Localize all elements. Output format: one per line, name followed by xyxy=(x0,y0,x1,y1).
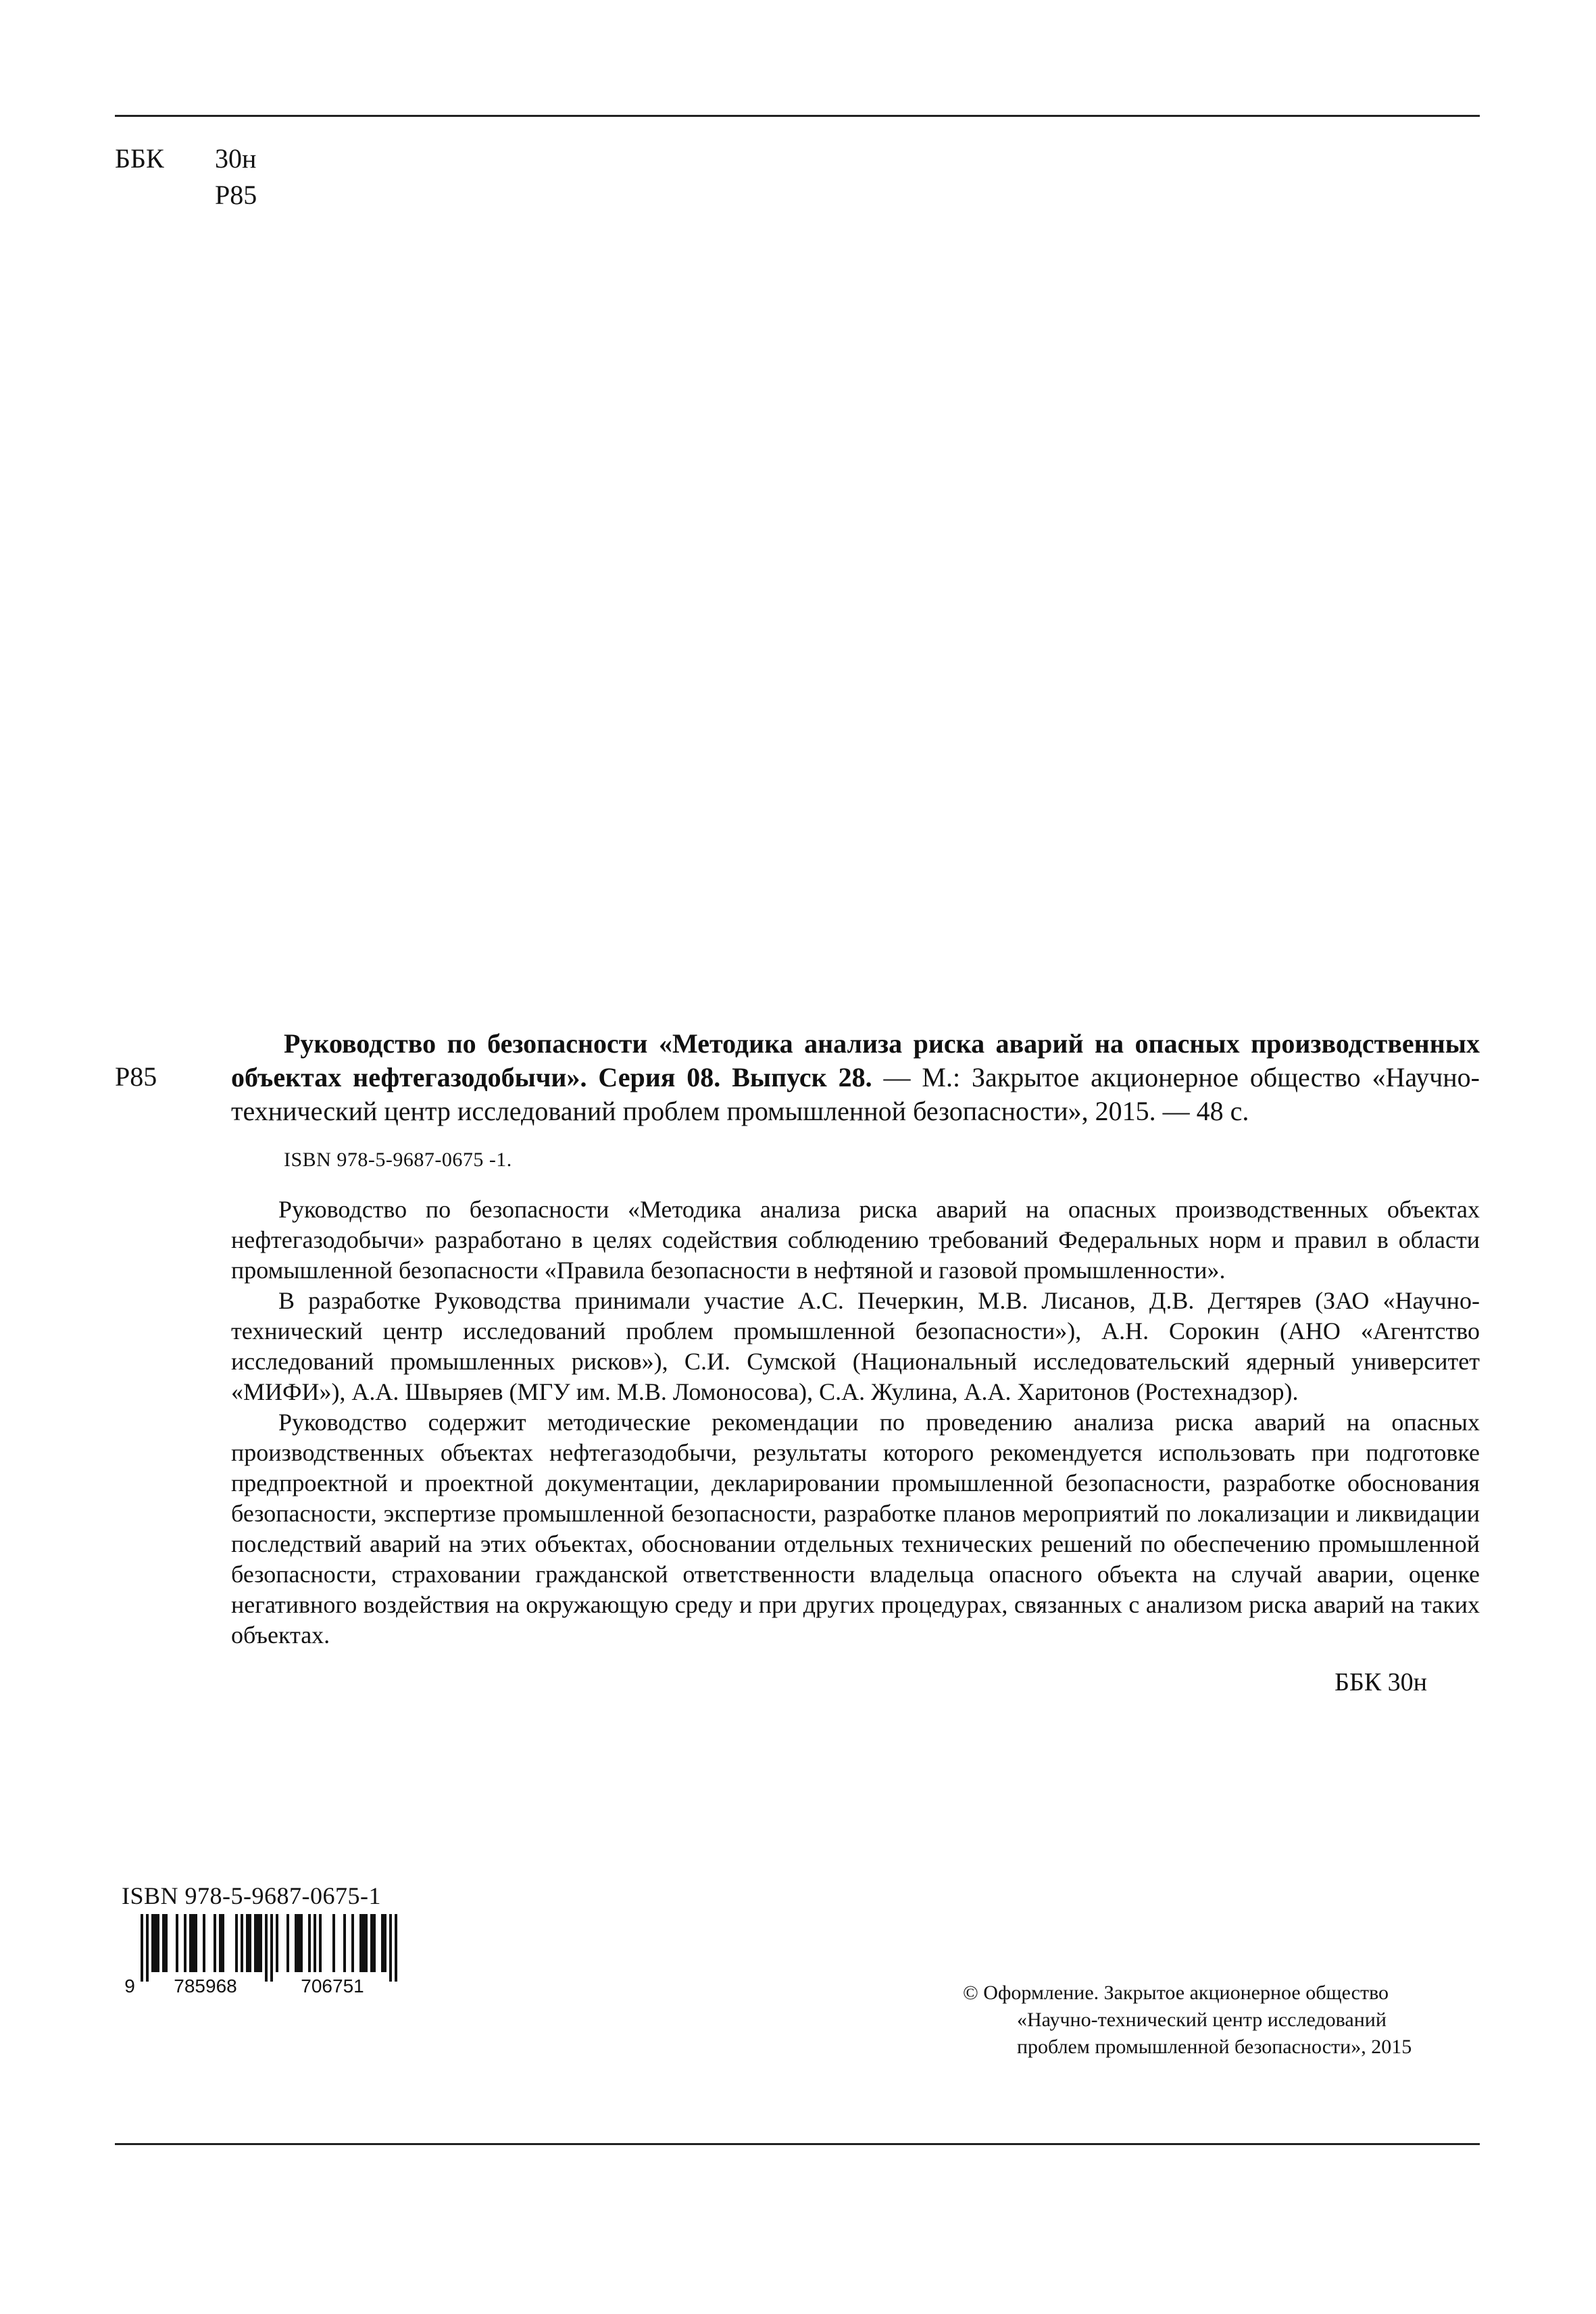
record-isbn: ISBN 978-5-9687-0675 -1. xyxy=(284,1149,512,1171)
copyright-line-2: «Научно-технический центр исследований xyxy=(1017,2009,1387,2031)
barcode-bar xyxy=(246,1914,249,1972)
barcode-bar xyxy=(141,1914,143,1982)
record-imprint: — М.: Закрытое акционерное общество «Научно-технический центр исследований проблем промышленной безопасности», 2015. — 48 с. xyxy=(231,1062,1480,1126)
copyright-notice xyxy=(963,1980,1476,2061)
barcode-bar xyxy=(254,1914,257,1972)
barcode-bar xyxy=(314,1914,316,1972)
barcode-digits: 785968 xyxy=(174,1976,237,1995)
barcode-bar xyxy=(189,1914,192,1972)
side-author-code: Р85 xyxy=(115,1061,157,1092)
barcode-bar xyxy=(184,1914,186,1972)
barcode-bar xyxy=(176,1914,178,1972)
barcode-bar xyxy=(351,1914,354,1972)
barcode-bar xyxy=(162,1914,165,1972)
barcode-bar xyxy=(395,1914,397,1982)
barcode-bar xyxy=(332,1914,335,1972)
isbn-barcode xyxy=(122,1882,419,1995)
barcode-bar xyxy=(319,1914,322,1972)
barcode-digits: 9 xyxy=(124,1976,135,1995)
author-code: Р85 xyxy=(215,180,257,210)
abstract-paragraph-2: В разработке Руководства принимали участие А.С. Печеркин, М.В. Лисанов, Д.В. Дегтярев (ЗАО «Научно-технический центр исследований проблем промышленной безопасности»), А.Н. Сорокин (АНО «Агентство исследований промышленных рисков»), С.И. Сумской (Национальный исследовательский ядерный университет «МИФИ»), А.А. Швыряев (МГУ им. М.В. Ломоносова), С.А. Жулина, А.А. Харитонов (Ростехнадзор). xyxy=(231,1287,1480,1405)
barcode-bar xyxy=(270,1914,273,1982)
barcode-bar xyxy=(235,1914,238,1972)
barcode-bar xyxy=(297,1914,300,1972)
barcode-bar xyxy=(165,1914,168,1972)
barcode-bar xyxy=(381,1914,384,1972)
barcode-bar xyxy=(286,1914,289,1972)
barcode-bar xyxy=(300,1914,303,1972)
bottom-rule xyxy=(115,2143,1480,2145)
barcode-bar xyxy=(362,1914,365,1972)
barcode-bar xyxy=(265,1914,268,1982)
barcode-digits: 706751 xyxy=(301,1976,364,1995)
barcode-bar xyxy=(365,1914,368,1972)
barcode-isbn-text: ISBN 978-5-9687-0675-1 xyxy=(122,1882,381,1909)
barcode-bar xyxy=(222,1914,224,1972)
record-heading xyxy=(231,1027,1480,1128)
bibliographic-record xyxy=(231,1027,1480,1699)
barcode-bar xyxy=(219,1914,222,1972)
barcode-bar xyxy=(241,1914,243,1972)
barcode-bar xyxy=(384,1914,386,1972)
abstract-paragraph-3: Руководство содержит методические рекомендации по проведению анализа риска аварий на опасных производственных объектах нефтегазодобычи, результаты которого рекомендуется использовать при подготовке предпроектной и проектной документации, декларировании промышленной безопасности, разработке обоснования безопасности, экспертизе промышленной безопасности, разработке планов мероприятий по локализации и ликвидации последствий аварий на этих объектах, обосновании отдельных технических решений по обеспечению промышленной безопасности, страховании гражданской ответственности владельца опасного объекта на случай аварии, оценке негативного воздействия на окружающую среду и при других процедурах, связанных с анализом риска аварий на таких объектах. xyxy=(231,1409,1480,1649)
barcode-bar xyxy=(343,1914,346,1972)
barcode-bar xyxy=(259,1914,262,1972)
abstract-paragraph-1: Руководство по безопасности «Методика анализа риска аварий на опасных производственных объектах нефтегазодобычи» разработано в целях содействия соблюдению требований Федеральных норм и правил в области промышленной безопасности «Правила безопасности в нефтяной и газовой промышленности». xyxy=(231,1196,1480,1284)
abstract xyxy=(231,1194,1480,1651)
record-title: Руководство по безопасности «Методика анализа риска аварий на опасных производственных объектах нефтегазодобычи». Серия 08. Выпуск 28. xyxy=(231,1028,1480,1092)
barcode-bar xyxy=(373,1914,376,1972)
barcode-bar xyxy=(308,1914,311,1972)
barcode-bar xyxy=(203,1914,205,1972)
bbk-label: ББК xyxy=(115,143,164,174)
barcode-bar xyxy=(370,1914,373,1972)
barcode-bar xyxy=(192,1914,195,1972)
barcode-bar xyxy=(295,1914,297,1972)
barcode-bar xyxy=(154,1914,157,1972)
bbk-code: 30н xyxy=(215,143,257,174)
barcode-bar xyxy=(146,1914,149,1982)
barcode-bar xyxy=(276,1914,278,1972)
bbk-header xyxy=(115,141,257,213)
barcode-bar xyxy=(249,1914,251,1972)
barcode-bar xyxy=(151,1914,154,1972)
barcode-icon xyxy=(122,1914,419,1995)
barcode-bar xyxy=(359,1914,362,1972)
bbk-footer-code: ББК 30н xyxy=(1335,1668,1427,1696)
top-rule xyxy=(115,115,1480,117)
barcode-bar xyxy=(195,1914,197,1972)
barcode-bar xyxy=(157,1914,159,1972)
barcode-bar xyxy=(389,1914,392,1982)
barcode-bar xyxy=(214,1914,216,1972)
barcode-bar xyxy=(257,1914,259,1972)
copyright-line-3: проблем промышленной безопасности», 2015 xyxy=(1017,2036,1412,2058)
copyright-line-1: © Оформление. Закрытое акционерное общество xyxy=(963,1982,1389,2004)
